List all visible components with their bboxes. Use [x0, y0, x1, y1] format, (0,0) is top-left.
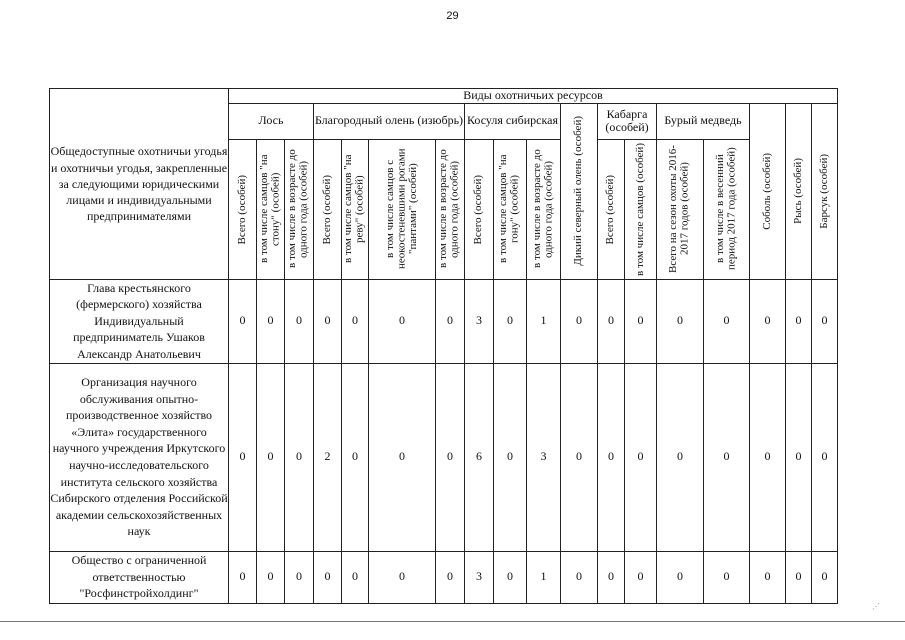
- cell-value: 0: [625, 551, 657, 603]
- species-header-medved: Бурый медведь: [657, 103, 750, 139]
- cell-value: 0: [285, 363, 314, 551]
- page-number: 29: [446, 10, 459, 22]
- entity-name: Организация научного обслуживания опытно-производственное хозяйство «Элита» государственного научного учреждения Иркутского научно-исследовательского института сельского хозяйства Сибирского отделения Российской академии сельскохозяйственных наук: [50, 363, 229, 551]
- table-row: [50, 551, 838, 603]
- cell-value: 0: [369, 363, 436, 551]
- cell-value: 1: [527, 551, 561, 603]
- subheader-kos-young: в том числе в возрасте до одного года (особей): [527, 139, 561, 279]
- cell-value: 0: [257, 551, 285, 603]
- subheader-med-spring: в том числе в весенний период 2017 года (особей): [704, 139, 750, 279]
- species-header-barsuk: Барсук (особей): [812, 103, 838, 279]
- subheader-los-total: Всего (особей): [229, 139, 257, 279]
- subheader-kab-total: Всего (особей): [598, 139, 625, 279]
- subheader-kos-total: Всего (особей): [465, 139, 494, 279]
- cell-value: 0: [285, 551, 314, 603]
- cell-value: 0: [342, 551, 369, 603]
- cell-value: 0: [229, 551, 257, 603]
- cell-value: 0: [812, 363, 838, 551]
- cell-value: 0: [750, 279, 786, 363]
- subheader-blag-young: в том числе в возрасте до одного года (особей): [436, 139, 465, 279]
- cell-value: 1: [527, 279, 561, 363]
- species-header-los: Лось: [229, 103, 314, 139]
- cell-value: 0: [494, 279, 527, 363]
- cell-value: 0: [598, 279, 625, 363]
- cell-value: 0: [657, 279, 704, 363]
- cell-value: 0: [369, 279, 436, 363]
- table-row: [50, 279, 838, 363]
- cell-value: 2: [314, 363, 342, 551]
- species-header-kosulya: Косуля сибирская: [465, 103, 561, 139]
- cell-value: 0: [625, 363, 657, 551]
- cell-value: 0: [657, 363, 704, 551]
- cell-value: 0: [561, 363, 598, 551]
- cell-value: 0: [561, 551, 598, 603]
- species-header-kabarga: Кабарга (особей): [598, 103, 657, 139]
- subheader-kos-males: в том числе самцов "на гону" (особей): [494, 139, 527, 279]
- cell-value: 0: [436, 551, 465, 603]
- entity-name: Глава крестьянского (фермерского) хозяйства Индивидуальный предприниматель Ушаков Александр Анатольевич: [50, 279, 229, 363]
- subheader-med-season: Всего на сезон охоты 2016-2017 годов (особей): [657, 139, 704, 279]
- cell-value: 3: [465, 551, 494, 603]
- cell-value: 0: [786, 279, 812, 363]
- cell-value: 0: [625, 279, 657, 363]
- subheader-blag-panty: в том числе самцов с неокостеневшими рогами "пантами" (особей): [369, 139, 436, 279]
- cell-value: 0: [314, 279, 342, 363]
- cell-value: 0: [657, 551, 704, 603]
- cell-value: 3: [465, 279, 494, 363]
- cell-value: 0: [750, 551, 786, 603]
- cell-value: 0: [598, 363, 625, 551]
- subheader-los-young: в том числе в возрасте до одного года (особей): [285, 139, 314, 279]
- cell-value: 0: [704, 363, 750, 551]
- cell-value: 0: [369, 551, 436, 603]
- scan-edge-line: [0, 621, 905, 622]
- species-header-rys: Рысь (особей): [786, 103, 812, 279]
- cell-value: 0: [812, 551, 838, 603]
- subheader-blag-total: Всего (особей): [314, 139, 342, 279]
- cell-value: 0: [229, 363, 257, 551]
- cell-value: 0: [786, 363, 812, 551]
- cell-value: 0: [598, 551, 625, 603]
- cell-value: 0: [704, 551, 750, 603]
- cell-value: 6: [465, 363, 494, 551]
- cell-value: 0: [285, 279, 314, 363]
- cell-value: 0: [229, 279, 257, 363]
- cell-value: 0: [436, 279, 465, 363]
- cell-value: 0: [561, 279, 598, 363]
- cell-value: 0: [704, 279, 750, 363]
- cell-value: 0: [342, 279, 369, 363]
- scan-speckle: ⋰: [872, 602, 881, 611]
- cell-value: 0: [342, 363, 369, 551]
- cell-value: 0: [812, 279, 838, 363]
- cell-value: 0: [436, 363, 465, 551]
- species-header-blagorodny-olen: Благородный олень (изюбрь): [314, 103, 465, 139]
- entity-name: Общество с ограниченной ответственностью "Росфинстройхолдинг": [50, 551, 229, 603]
- cell-value: 0: [314, 551, 342, 603]
- cell-value: 3: [527, 363, 561, 551]
- table-row: [50, 363, 838, 551]
- cell-value: 0: [786, 551, 812, 603]
- cell-value: 0: [750, 363, 786, 551]
- subheader-kab-males: в том числе самцов (особей): [625, 139, 657, 279]
- cell-value: 0: [494, 551, 527, 603]
- cell-value: 0: [494, 363, 527, 551]
- subheader-los-males: в том числе самцов "на стону" (особей): [257, 139, 285, 279]
- species-header-sobol: Соболь (особей): [750, 103, 786, 279]
- cell-value: 0: [257, 279, 285, 363]
- species-header-dikiy-olen: Дикий северный олень (особей): [561, 103, 598, 279]
- entity-column-header: Общедоступные охотничьи угодья и охотничьи угодья, закрепленные за следующими юридическими лицами и индивидуальными предпринимателями: [50, 89, 229, 280]
- cell-value: 0: [257, 363, 285, 551]
- resource-types-header: Виды охотничьих ресурсов: [229, 89, 838, 104]
- subheader-blag-males: в том числе самцов "на реву" (особей): [342, 139, 369, 279]
- hunting-resources-table: [49, 88, 838, 604]
